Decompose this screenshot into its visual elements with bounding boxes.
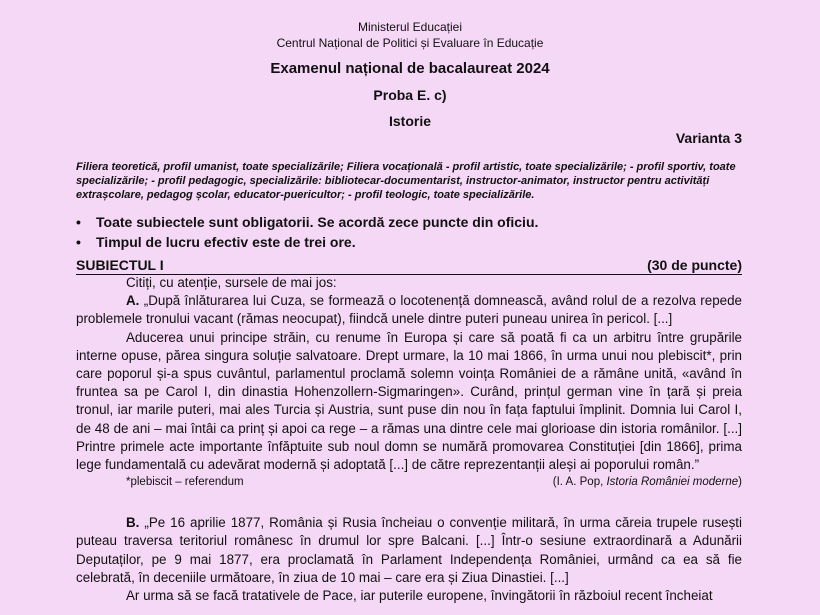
source-b-paragraph-2: Ar urma să se facă tratativele de Pace, iar puterile europene, învingătorii în războiul recent încheiat	[126, 588, 713, 604]
source-a-label: A.	[126, 293, 140, 309]
source-a-reference: (I. A. Pop, Istoria României moderne)	[552, 476, 742, 489]
center-name: Centrul Național de Politici și Evaluare în Educație	[276, 36, 544, 50]
exam-proba: Proba E. c)	[373, 87, 447, 103]
exam-subject: Istorie	[388, 113, 431, 129]
section-title: SUBIECTUL I	[76, 257, 164, 273]
source-a-paragraph-1: A. „După înlăturarea lui Cuza, se formează o locotenență domnească, având rolul de a rezolva repede problemele tronului vacant (rămas neocupat), fiindcă unele dintre puteri puneau unirea în pericol. [...]	[76, 293, 742, 327]
source-text	[76, 274, 742, 605]
instructions-list	[76, 212, 746, 252]
source-a-citation	[76, 474, 742, 490]
intro-text: Citiți, cu atenție, sursele de mai jos:	[126, 275, 337, 290]
source-a-paragraph-2: Aducerea unui principe străin, cu renume în Europa și care să poată fi ca un arbitru între grupările interne opuse, părea singura soluție salvatoare. Drept urmare, la 10 mai 1866, în urma unui nou plebiscit*, prin care poporul și-a spus cuvântul, parlamentul proclamă solemn voința României de a rămâne unită, «având în fruntea sa pe Carol I, din dinastia Hohenzollern-Sigmaringen». Curând, prințul german vine în țară și preia tronul, iar marile puteri, mai ales Turcia și Austria, sunt puse din nou în fața faptului împlinit. Domnia lui Carol I, de 48 de ani – mai întâi ca prinț și apoi ca rege – a rămas una dintre cele mai glorioase din istoria românilor. [...] Printre primele acte importante înfăptuite sub noul domn se numără promovarea Constituției [din 1866], prima lege fundamentală cu adevărat modernă și adoptată [...] de către reprezentanții aleși ai poporului român.”	[76, 329, 742, 473]
section-points: (30 de puncte)	[647, 257, 742, 273]
instruction-item: • Timpul de lucru efectiv este de trei ore.	[76, 232, 746, 252]
exam-title: Examenul național de bacalaureat 2024	[270, 60, 550, 77]
section-heading	[76, 256, 742, 275]
instruction-item: • Toate subiectele sunt obligatorii. Se acordă zece puncte din oficiu.	[76, 212, 746, 232]
ministry-name: Ministerul Educației	[357, 20, 463, 34]
source-b-label: B.	[126, 515, 140, 531]
filiera-text: Filiera teoretică, profil umanist, toate specializările; Filiera vocațională - profil artistic, toate specializările; - profil sportiv, toate specializările; - profil pedagogic, specializările: bibliotecar-documentarist, instructor-animator, instructor pentru activități extrașcolare, pedagog școlar, educator-puericultor; - profil teologic, toate specializările.	[76, 161, 736, 201]
exam-variant: Varianta 3	[675, 130, 742, 146]
source-b-paragraph-1: B. „Pe 16 aprilie 1877, România și Rusia încheiau o convenție militară, în urma căreia trupele rusești puteau traversa teritoriul românesc în drumul lor spre Balcani. [...] Într-o sesiune extraordinară a Adunării Deputaților, pe 9 mai 1877, era proclamată în Parlament Independența României, urmând ca ea să fie celebrată, în deceniile următoare, în ziua de 10 mai – care era și Ziua Dinastiei. [...]	[76, 515, 742, 585]
footnote: *plebiscit – referendum	[126, 476, 244, 489]
